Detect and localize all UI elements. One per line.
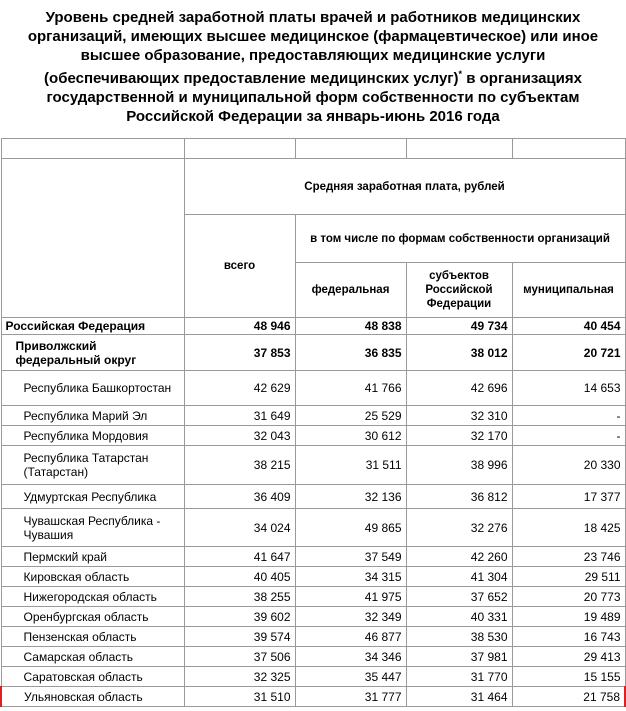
value-federal: 37 549 xyxy=(295,547,406,567)
region-name: Пензенская область xyxy=(1,627,184,647)
table-row xyxy=(1,485,625,509)
value-municipal: 20 773 xyxy=(512,587,625,607)
region-name: Республика Марий Эл xyxy=(1,406,184,426)
title-line: Российской Федерации за январь-июнь 2016 года xyxy=(126,108,500,125)
value-total: 31 510 xyxy=(184,687,295,707)
table-row xyxy=(1,567,625,587)
table-row xyxy=(1,406,625,426)
value-federal: 30 612 xyxy=(295,426,406,446)
table-row xyxy=(1,335,625,371)
value-total: 36 409 xyxy=(184,485,295,509)
value-federal: 49 865 xyxy=(295,509,406,547)
salary-table xyxy=(0,138,626,707)
value-federal: 36 835 xyxy=(295,335,406,371)
value-municipal: 18 425 xyxy=(512,509,625,547)
table-row xyxy=(1,547,625,567)
value-municipal: 23 746 xyxy=(512,547,625,567)
header-subjects: субъектов Российской Федерации xyxy=(406,263,512,318)
value-subjects: 40 331 xyxy=(406,607,512,627)
region-name: Пермский край xyxy=(1,547,184,567)
region-name: Республика Мордовия xyxy=(1,426,184,446)
value-municipal: - xyxy=(512,406,625,426)
page-title xyxy=(0,0,626,126)
value-subjects: 38 012 xyxy=(406,335,512,371)
table-row-highlighted xyxy=(1,687,625,707)
region-name: Самарская область xyxy=(1,647,184,667)
table-row xyxy=(1,446,625,485)
region-name: Кировская область xyxy=(1,567,184,587)
value-federal: 48 838 xyxy=(295,318,406,335)
value-total: 38 255 xyxy=(184,587,295,607)
header-total: всего xyxy=(184,215,295,318)
value-municipal: 29 413 xyxy=(512,647,625,667)
value-subjects: 42 260 xyxy=(406,547,512,567)
spacer-row xyxy=(1,139,625,159)
table-row xyxy=(1,607,625,627)
title-line: государственной и муниципальной форм собственности по субъектам xyxy=(46,89,580,106)
value-total: 39 574 xyxy=(184,627,295,647)
region-name: Саратовская область xyxy=(1,667,184,687)
value-subjects: 32 170 xyxy=(406,426,512,446)
value-subjects: 31 464 xyxy=(406,687,512,707)
value-total: 31 649 xyxy=(184,406,295,426)
table-row xyxy=(1,647,625,667)
value-total: 41 647 xyxy=(184,547,295,567)
table-row xyxy=(1,426,625,446)
header-row xyxy=(1,159,625,215)
value-subjects: 49 734 xyxy=(406,318,512,335)
table-row xyxy=(1,318,625,335)
title-line: высшее образование, предоставляющих медицинские услуги xyxy=(80,47,546,64)
value-federal: 41 766 xyxy=(295,371,406,406)
value-subjects: 32 276 xyxy=(406,509,512,547)
value-municipal: 20 721 xyxy=(512,335,625,371)
header-municipal: муниципальная xyxy=(512,263,625,318)
region-name: Республика Татарстан (Татарстан) xyxy=(1,446,184,485)
value-municipal: 40 454 xyxy=(512,318,625,335)
region-name: Удмуртская Республика xyxy=(1,485,184,509)
value-subjects: 42 696 xyxy=(406,371,512,406)
value-municipal: 21 758 xyxy=(512,687,625,707)
value-federal: 34 346 xyxy=(295,647,406,667)
value-federal: 41 975 xyxy=(295,587,406,607)
table-row xyxy=(1,509,625,547)
value-federal: 25 529 xyxy=(295,406,406,426)
title-fragment: в организациях xyxy=(462,70,582,87)
value-total: 42 629 xyxy=(184,371,295,406)
table-row xyxy=(1,667,625,687)
value-federal: 46 877 xyxy=(295,627,406,647)
value-subjects: 37 652 xyxy=(406,587,512,607)
value-subjects: 38 996 xyxy=(406,446,512,485)
value-total: 37 853 xyxy=(184,335,295,371)
value-total: 32 325 xyxy=(184,667,295,687)
title-line: организаций, имеющих высшее медицинское (фармацевтическое) или иное xyxy=(27,28,599,45)
value-subjects: 41 304 xyxy=(406,567,512,587)
table-row xyxy=(1,627,625,647)
header-by-ownership: в том числе по формам собственности организаций xyxy=(295,215,625,263)
value-municipal: 17 377 xyxy=(512,485,625,509)
value-subjects: 38 530 xyxy=(406,627,512,647)
table-row xyxy=(1,587,625,607)
region-name: Российская Федерация xyxy=(1,318,184,335)
value-municipal: 19 489 xyxy=(512,607,625,627)
value-federal: 35 447 xyxy=(295,667,406,687)
region-name: Ульяновская область xyxy=(1,687,184,707)
region-name: Оренбургская область xyxy=(1,607,184,627)
value-municipal: 29 511 xyxy=(512,567,625,587)
value-total: 39 602 xyxy=(184,607,295,627)
value-total: 48 946 xyxy=(184,318,295,335)
region-name: Приволжский федеральный округ xyxy=(1,335,184,371)
value-federal: 32 349 xyxy=(295,607,406,627)
value-federal: 32 136 xyxy=(295,485,406,509)
value-total: 34 024 xyxy=(184,509,295,547)
value-total: 38 215 xyxy=(184,446,295,485)
value-municipal: 15 155 xyxy=(512,667,625,687)
title-line: Уровень средней заработной платы врачей и работников медицинских xyxy=(45,9,581,26)
value-total: 32 043 xyxy=(184,426,295,446)
value-subjects: 31 770 xyxy=(406,667,512,687)
value-total: 40 405 xyxy=(184,567,295,587)
value-federal: 31 511 xyxy=(295,446,406,485)
value-subjects: 37 981 xyxy=(406,647,512,667)
header-avg-salary: Средняя заработная плата, рублей xyxy=(184,159,625,215)
value-federal: 34 315 xyxy=(295,567,406,587)
header-federal: федеральная xyxy=(295,263,406,318)
title-fragment: (обеспечивающих предоставление медицинских услуг) xyxy=(44,70,459,87)
value-municipal: 14 653 xyxy=(512,371,625,406)
value-subjects: 32 310 xyxy=(406,406,512,426)
footnote-mark: * xyxy=(458,69,463,79)
region-name: Нижегородская область xyxy=(1,587,184,607)
value-municipal: 20 330 xyxy=(512,446,625,485)
region-name: Республика Башкортостан xyxy=(1,371,184,406)
value-municipal: - xyxy=(512,426,625,446)
region-name: Чувашская Республика - Чувашия xyxy=(1,509,184,547)
table-row xyxy=(1,371,625,406)
value-total: 37 506 xyxy=(184,647,295,667)
header-corner xyxy=(1,159,184,318)
value-federal: 31 777 xyxy=(295,687,406,707)
value-subjects: 36 812 xyxy=(406,485,512,509)
title-line xyxy=(6,65,620,88)
value-municipal: 16 743 xyxy=(512,627,625,647)
